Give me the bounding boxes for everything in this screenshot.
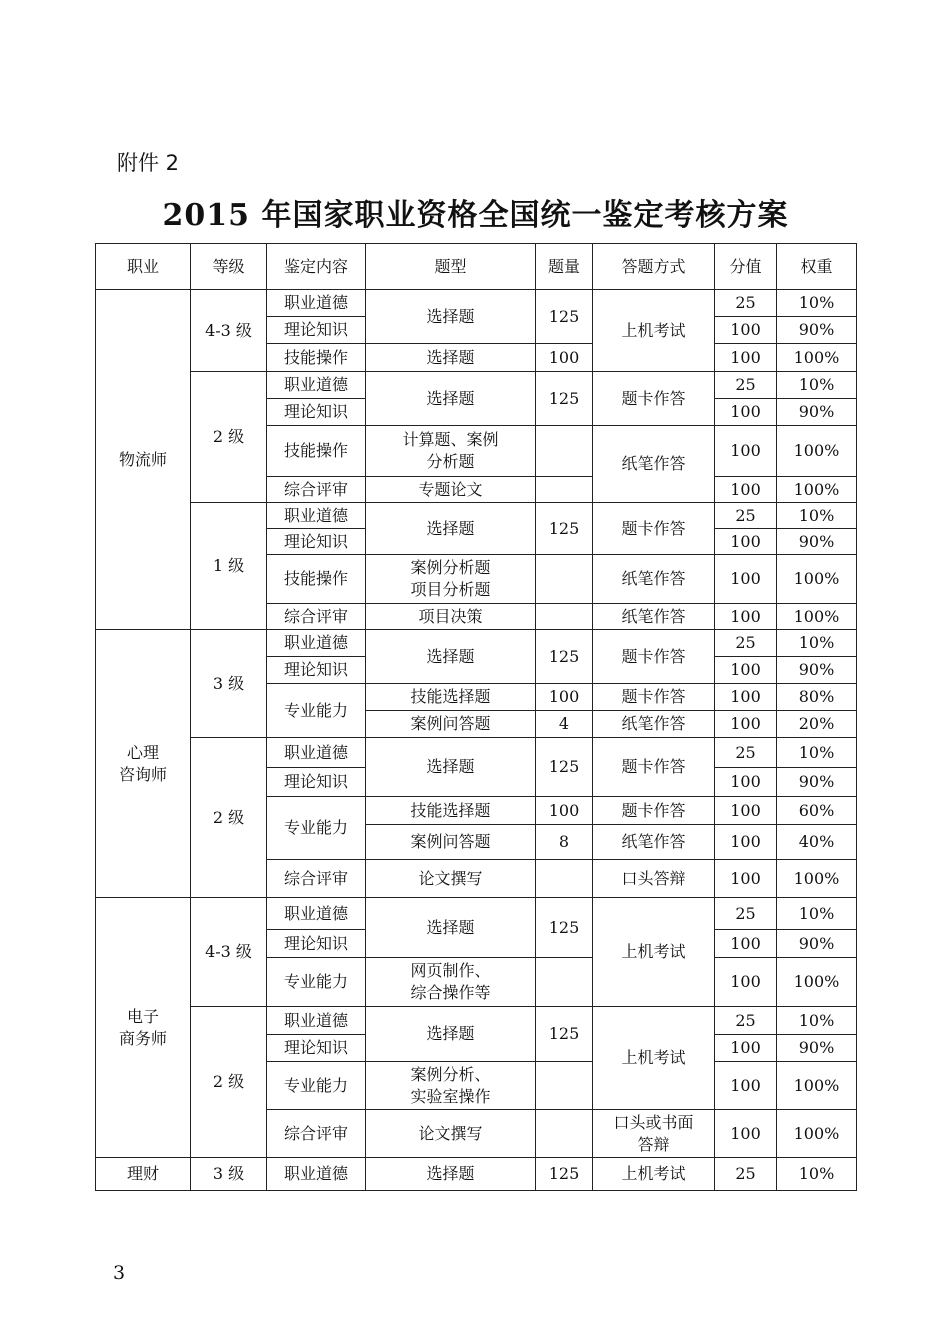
quantity-cell: 125 <box>536 898 593 958</box>
type-cell: 选择题 <box>366 290 536 344</box>
method-cell: 上机考试 <box>593 290 715 372</box>
method-cell: 题卡作答 <box>593 738 715 797</box>
header-row <box>96 244 857 290</box>
content-cell: 职业道德 <box>267 1007 366 1035</box>
weight-cell: 10% <box>777 1158 857 1191</box>
score-cell: 100 <box>715 344 777 372</box>
weight-cell: 100% <box>777 426 857 477</box>
weight-cell: 100% <box>777 860 857 898</box>
weight-cell: 90% <box>777 768 857 797</box>
method-cell: 口头答辩 <box>593 860 715 898</box>
level-cell: 4-3 级 <box>191 898 267 1007</box>
quantity-cell <box>536 555 593 604</box>
quantity-cell <box>536 1110 593 1158</box>
weight-cell: 90% <box>777 317 857 344</box>
content-cell: 综合评审 <box>267 604 366 630</box>
score-cell: 100 <box>715 477 777 503</box>
method-cell: 口头或书面 答辩 <box>593 1110 715 1158</box>
level-cell: 3 级 <box>191 630 267 738</box>
table-row <box>96 1007 857 1035</box>
score-cell: 100 <box>715 604 777 630</box>
table-row <box>96 630 857 657</box>
header-cell: 题型 <box>366 244 536 290</box>
score-cell: 100 <box>715 860 777 898</box>
header-cell: 分值 <box>715 244 777 290</box>
type-cell: 案例分析、 实验室操作 <box>366 1062 536 1110</box>
score-cell: 25 <box>715 1007 777 1035</box>
content-cell: 技能操作 <box>267 555 366 604</box>
method-cell: 上机考试 <box>593 1007 715 1110</box>
type-cell: 专题论文 <box>366 477 536 503</box>
table-row <box>96 290 857 317</box>
quantity-cell: 125 <box>536 738 593 797</box>
score-cell: 100 <box>715 958 777 1007</box>
occupation-cell: 物流师 <box>96 290 191 630</box>
score-cell: 100 <box>715 768 777 797</box>
content-cell: 专业能力 <box>267 797 366 860</box>
score-cell: 100 <box>715 711 777 738</box>
content-cell: 技能操作 <box>267 426 366 477</box>
type-cell: 案例分析题 项目分析题 <box>366 555 536 604</box>
type-cell: 网页制作、 综合操作等 <box>366 958 536 1007</box>
method-cell: 纸笔作答 <box>593 426 715 503</box>
level-cell: 2 级 <box>191 372 267 503</box>
table-row <box>96 898 857 930</box>
weight-cell: 90% <box>777 657 857 684</box>
content-cell: 职业道德 <box>267 372 366 399</box>
quantity-cell: 100 <box>536 684 593 711</box>
quantity-cell: 125 <box>536 630 593 684</box>
type-cell: 项目决策 <box>366 604 536 630</box>
score-cell: 100 <box>715 1110 777 1158</box>
score-cell: 100 <box>715 1062 777 1110</box>
header-cell: 鉴定内容 <box>267 244 366 290</box>
weight-cell: 90% <box>777 399 857 426</box>
method-cell: 上机考试 <box>593 1158 715 1191</box>
page-number: 3 <box>113 1262 126 1284</box>
type-cell: 论文撰写 <box>366 1110 536 1158</box>
weight-cell: 40% <box>777 825 857 860</box>
score-cell: 25 <box>715 738 777 768</box>
score-cell: 25 <box>715 503 777 529</box>
method-cell: 题卡作答 <box>593 630 715 684</box>
type-cell: 选择题 <box>366 630 536 684</box>
assessment-table <box>95 243 857 1191</box>
weight-cell: 10% <box>777 630 857 657</box>
quantity-cell: 8 <box>536 825 593 860</box>
score-cell: 25 <box>715 290 777 317</box>
content-cell: 职业道德 <box>267 290 366 317</box>
weight-cell: 60% <box>777 797 857 825</box>
type-cell: 选择题 <box>366 898 536 958</box>
content-cell: 综合评审 <box>267 860 366 898</box>
quantity-cell: 100 <box>536 344 593 372</box>
method-cell: 上机考试 <box>593 898 715 1007</box>
weight-cell: 100% <box>777 344 857 372</box>
score-cell: 25 <box>715 1158 777 1191</box>
level-cell: 4-3 级 <box>191 290 267 372</box>
content-cell: 专业能力 <box>267 684 366 738</box>
type-cell: 选择题 <box>366 1158 536 1191</box>
quantity-cell <box>536 860 593 898</box>
level-cell: 2 级 <box>191 738 267 898</box>
quantity-cell: 125 <box>536 372 593 426</box>
quantity-cell <box>536 477 593 503</box>
score-cell: 100 <box>715 657 777 684</box>
content-cell: 专业能力 <box>267 958 366 1007</box>
weight-cell: 10% <box>777 1007 857 1035</box>
table-row <box>96 372 857 399</box>
content-cell: 职业道德 <box>267 898 366 930</box>
content-cell: 综合评审 <box>267 1110 366 1158</box>
type-cell: 选择题 <box>366 344 536 372</box>
type-cell: 案例问答题 <box>366 711 536 738</box>
content-cell: 理论知识 <box>267 317 366 344</box>
quantity-cell: 125 <box>536 290 593 344</box>
score-cell: 100 <box>715 317 777 344</box>
type-cell: 选择题 <box>366 1007 536 1062</box>
content-cell: 职业道德 <box>267 1158 366 1191</box>
content-cell: 理论知识 <box>267 930 366 958</box>
method-cell: 纸笔作答 <box>593 604 715 630</box>
score-cell: 100 <box>715 426 777 477</box>
weight-cell: 100% <box>777 958 857 1007</box>
score-cell: 100 <box>715 930 777 958</box>
weight-cell: 80% <box>777 684 857 711</box>
table-row <box>96 738 857 768</box>
quantity-cell: 100 <box>536 797 593 825</box>
level-cell: 1 级 <box>191 503 267 630</box>
weight-cell: 100% <box>777 555 857 604</box>
header-cell: 答题方式 <box>593 244 715 290</box>
score-cell: 100 <box>715 797 777 825</box>
content-cell: 职业道德 <box>267 630 366 657</box>
method-cell: 题卡作答 <box>593 684 715 711</box>
content-cell: 理论知识 <box>267 399 366 426</box>
quantity-cell: 125 <box>536 503 593 555</box>
score-cell: 25 <box>715 372 777 399</box>
score-cell: 25 <box>715 898 777 930</box>
weight-cell: 20% <box>777 711 857 738</box>
table-row <box>96 503 857 529</box>
content-cell: 职业道德 <box>267 503 366 529</box>
type-cell: 计算题、案例 分析题 <box>366 426 536 477</box>
header-cell: 等级 <box>191 244 267 290</box>
weight-cell: 90% <box>777 529 857 555</box>
header-cell: 权重 <box>777 244 857 290</box>
weight-cell: 100% <box>777 1110 857 1158</box>
weight-cell: 10% <box>777 290 857 317</box>
weight-cell: 100% <box>777 604 857 630</box>
method-cell: 题卡作答 <box>593 372 715 426</box>
weight-cell: 10% <box>777 372 857 399</box>
quantity-cell: 125 <box>536 1007 593 1062</box>
score-cell: 100 <box>715 1035 777 1062</box>
level-cell: 2 级 <box>191 1007 267 1158</box>
content-cell: 技能操作 <box>267 344 366 372</box>
quantity-cell: 4 <box>536 711 593 738</box>
content-cell: 理论知识 <box>267 529 366 555</box>
occupation-cell: 电子 商务师 <box>96 898 191 1158</box>
occupation-cell: 心理 咨询师 <box>96 630 191 898</box>
attachment-label: 附件 2 <box>117 151 180 175</box>
content-cell: 理论知识 <box>267 768 366 797</box>
score-cell: 100 <box>715 399 777 426</box>
content-cell: 理论知识 <box>267 657 366 684</box>
table-row <box>96 1158 857 1191</box>
level-cell: 3 级 <box>191 1158 267 1191</box>
quantity-cell: 125 <box>536 1158 593 1191</box>
type-cell: 选择题 <box>366 372 536 426</box>
weight-cell: 10% <box>777 503 857 529</box>
quantity-cell <box>536 426 593 477</box>
type-cell: 选择题 <box>366 503 536 555</box>
method-cell: 题卡作答 <box>593 797 715 825</box>
header-cell: 题量 <box>536 244 593 290</box>
score-cell: 100 <box>715 529 777 555</box>
content-cell: 理论知识 <box>267 1035 366 1062</box>
type-cell: 论文撰写 <box>366 860 536 898</box>
weight-cell: 90% <box>777 1035 857 1062</box>
method-cell: 纸笔作答 <box>593 555 715 604</box>
content-cell: 专业能力 <box>267 1062 366 1110</box>
quantity-cell <box>536 958 593 1007</box>
weight-cell: 100% <box>777 477 857 503</box>
type-cell: 技能选择题 <box>366 797 536 825</box>
quantity-cell <box>536 1062 593 1110</box>
type-cell: 选择题 <box>366 738 536 797</box>
weight-cell: 10% <box>777 738 857 768</box>
weight-cell: 100% <box>777 1062 857 1110</box>
method-cell: 纸笔作答 <box>593 711 715 738</box>
weight-cell: 90% <box>777 930 857 958</box>
method-cell: 纸笔作答 <box>593 825 715 860</box>
header-cell: 职业 <box>96 244 191 290</box>
document-title: 2015 年国家职业资格全国统一鉴定考核方案 <box>162 198 789 233</box>
weight-cell: 10% <box>777 898 857 930</box>
score-cell: 100 <box>715 684 777 711</box>
type-cell: 技能选择题 <box>366 684 536 711</box>
score-cell: 100 <box>715 555 777 604</box>
method-cell: 题卡作答 <box>593 503 715 555</box>
occupation-cell: 理财 <box>96 1158 191 1191</box>
score-cell: 25 <box>715 630 777 657</box>
score-cell: 100 <box>715 825 777 860</box>
quantity-cell <box>536 604 593 630</box>
type-cell: 案例问答题 <box>366 825 536 860</box>
content-cell: 综合评审 <box>267 477 366 503</box>
content-cell: 职业道德 <box>267 738 366 768</box>
